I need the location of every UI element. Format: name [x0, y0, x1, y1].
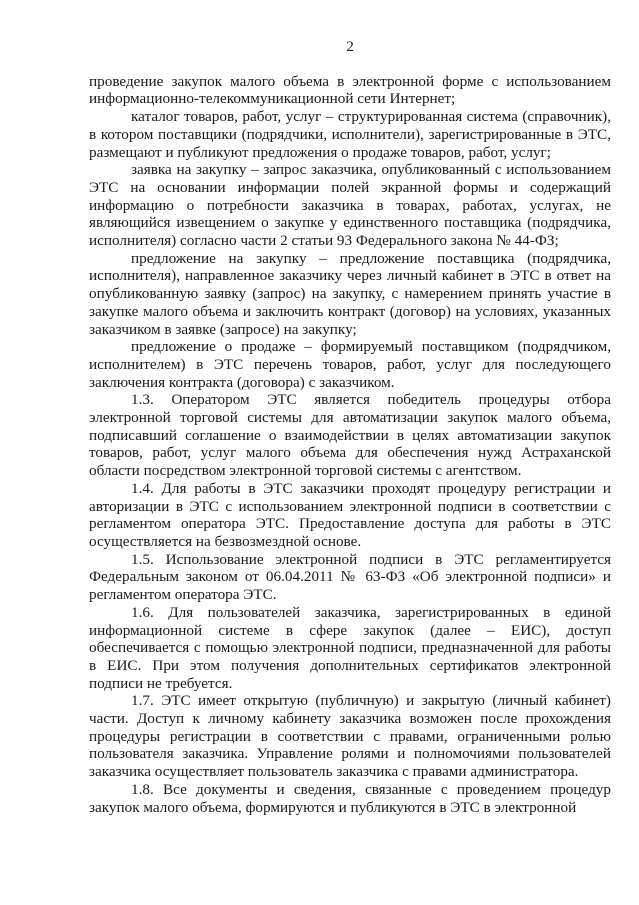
paragraph: предложение о продаже – формируемый поставщиком (подрядчиком, исполнителем) в ЭТС перечень товаров, работ, услуг для последующего заключения контракта (договора) с заказчиком.	[89, 338, 611, 391]
paragraph: 1.6. Для пользователей заказчика, зарегистрированных в единой информационной системе в сфере закупок (далее – ЕИС), доступ обеспечивается с помощью электронной подписи, предназначенной для работы в ЕИС. При этом получения дополнительных сертификатов электронной подписи не требуется.	[89, 603, 611, 692]
paragraph: 1.3. Оператором ЭТС является победитель процедуры отбора электронной торговой системы для автоматизации закупок малого объема, подписавший соглашение о взаимодействии в целях автоматизации закупок товаров, работ, услуг малого объема для обеспечения нужд Астраханской области посредством электронной торговой системы с агентством.	[89, 391, 611, 480]
paragraph: 1.4. Для работы в ЭТС заказчики проходят процедуру регистрации и авторизации в ЭТС с использованием электронной подписи в соответствии с регламентом оператора ЭТС. Предоставление доступа для работы в ЭТС осуществляется на безвозмездной основе.	[89, 479, 611, 550]
paragraph: заявка на закупку – запрос заказчика, опубликованный с использованием ЭТС на основании информации полей экранной формы и содержащий информацию о потребности заказчика в товарах, работах, услугах, не являющийся извещением о закупке у единственного поставщика (подрядчика, исполнителя) согласно части 2 статьи 93 Федерального закона № 44-ФЗ;	[89, 161, 611, 250]
page-number: 2	[346, 38, 354, 55]
paragraph: 1.8. Все документы и сведения, связанные с проведением процедур закупок малого объема, формируются и публикуются в ЭТС в электронной	[89, 780, 611, 816]
paragraph: 1.7. ЭТС имеет открытую (публичную) и закрытую (личный кабинет) части. Доступ к личному кабинету заказчика возможен после прохождения процедуры регистрации в соответствии с правами, ограниченными ролью пользователя заказчика. Управление ролями и полномочиями пользователей заказчика осуществляет пользователь заказчика с правами администратора.	[89, 692, 611, 781]
paragraph: предложение на закупку – предложение поставщика (подрядчика, исполнителя), направленное заказчику через личный кабинет в ЭТС в ответ на опубликованную заявку (запрос) на закупку, с намерением принять участие в закупке малого объема и заключить контракт (договор) на условиях, указанных заказчиком в заявке (запросе) на закупку;	[89, 249, 611, 338]
paragraph: каталог товаров, работ, услуг – структурированная система (справочник), в котором поставщики (подрядчики, исполнители), зарегистрированные в ЭТС, размещают и публикуют предложения о продаже товаров, работ, услуг;	[89, 108, 611, 161]
paragraph: 1.5. Использование электронной подписи в ЭТС регламентируется Федеральным законом от 06.04.2011 № 63-ФЗ «Об электронной подписи» и регламентом оператора ЭТС.	[89, 550, 611, 604]
paragraph: проведение закупок малого объема в электронной форме с использованием информационно-телекоммуникационной сети Интернет;	[89, 72, 611, 108]
